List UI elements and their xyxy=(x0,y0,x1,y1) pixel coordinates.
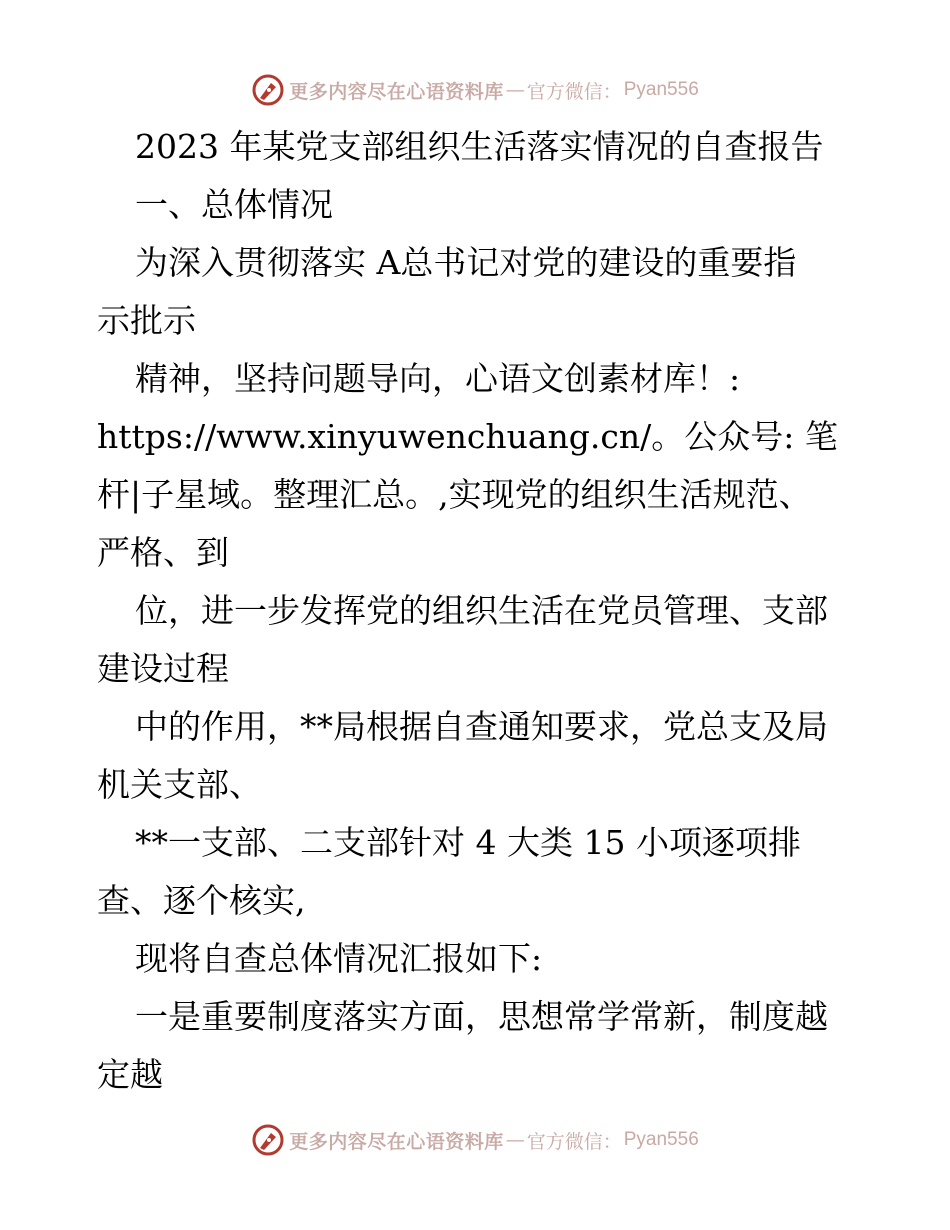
paragraph-line: 示批示 xyxy=(97,301,196,340)
watermark-main-text: 更多内容尽在心语资料库 xyxy=(289,80,504,103)
paragraph-line: 一是重要制度落实方面，思想常学常新，制度越 xyxy=(135,997,828,1036)
paragraph-line: 查、逐个核实, xyxy=(97,881,306,920)
watermark-wechat-id: Pyan556 xyxy=(623,1129,699,1150)
document-body xyxy=(97,118,857,1104)
paragraph-line: 位，进一步发挥党的组织生活在党员管理、支部 xyxy=(135,591,828,630)
pen-nib-logo-icon xyxy=(251,73,285,107)
watermark-main-text: 更多内容尽在心语资料库 xyxy=(289,1130,504,1153)
document-title: 2023 年某党支部组织生活落实情况的自查报告 xyxy=(135,127,824,166)
paragraph-line: **一支部、二支部针对 4 大类 15 小项逐项排 xyxy=(135,823,801,862)
watermark-header xyxy=(0,70,950,110)
paragraph-line: 杆|子星域。整理汇总。,实现党的组织生活规范、 xyxy=(97,475,812,514)
watermark-footer xyxy=(0,1120,950,1160)
watermark-separator: — xyxy=(505,79,525,101)
paragraph-line: 中的作用，**局根据自查通知要求，党总支及局 xyxy=(135,707,828,746)
paragraph-line: 为深入贯彻落实 A总书记对党的建设的重要指 xyxy=(135,243,797,282)
paragraph-line: 严格、到 xyxy=(97,533,229,572)
watermark-wechat-id: Pyan556 xyxy=(623,79,699,100)
watermark-wechat-label: 官方微信： xyxy=(526,80,622,103)
section-heading: 一、总体情况 xyxy=(135,185,333,224)
watermark-wechat-label: 官方微信： xyxy=(526,1130,622,1153)
paragraph-line: 精神，坚持问题导向，心语文创素材库！: xyxy=(135,359,741,398)
paragraph-line: 机关支部、 xyxy=(97,765,262,804)
paragraph-line: 定越 xyxy=(97,1055,163,1094)
paragraph-line: 建设过程 xyxy=(97,649,229,688)
paragraph-line: https://www.xinyuwenchuang.cn/。公众号: 笔 xyxy=(97,417,838,456)
paragraph-line: 现将自查总体情况汇报如下: xyxy=(135,939,543,978)
pen-nib-logo-icon xyxy=(251,1123,285,1157)
watermark-separator: — xyxy=(505,1129,525,1151)
